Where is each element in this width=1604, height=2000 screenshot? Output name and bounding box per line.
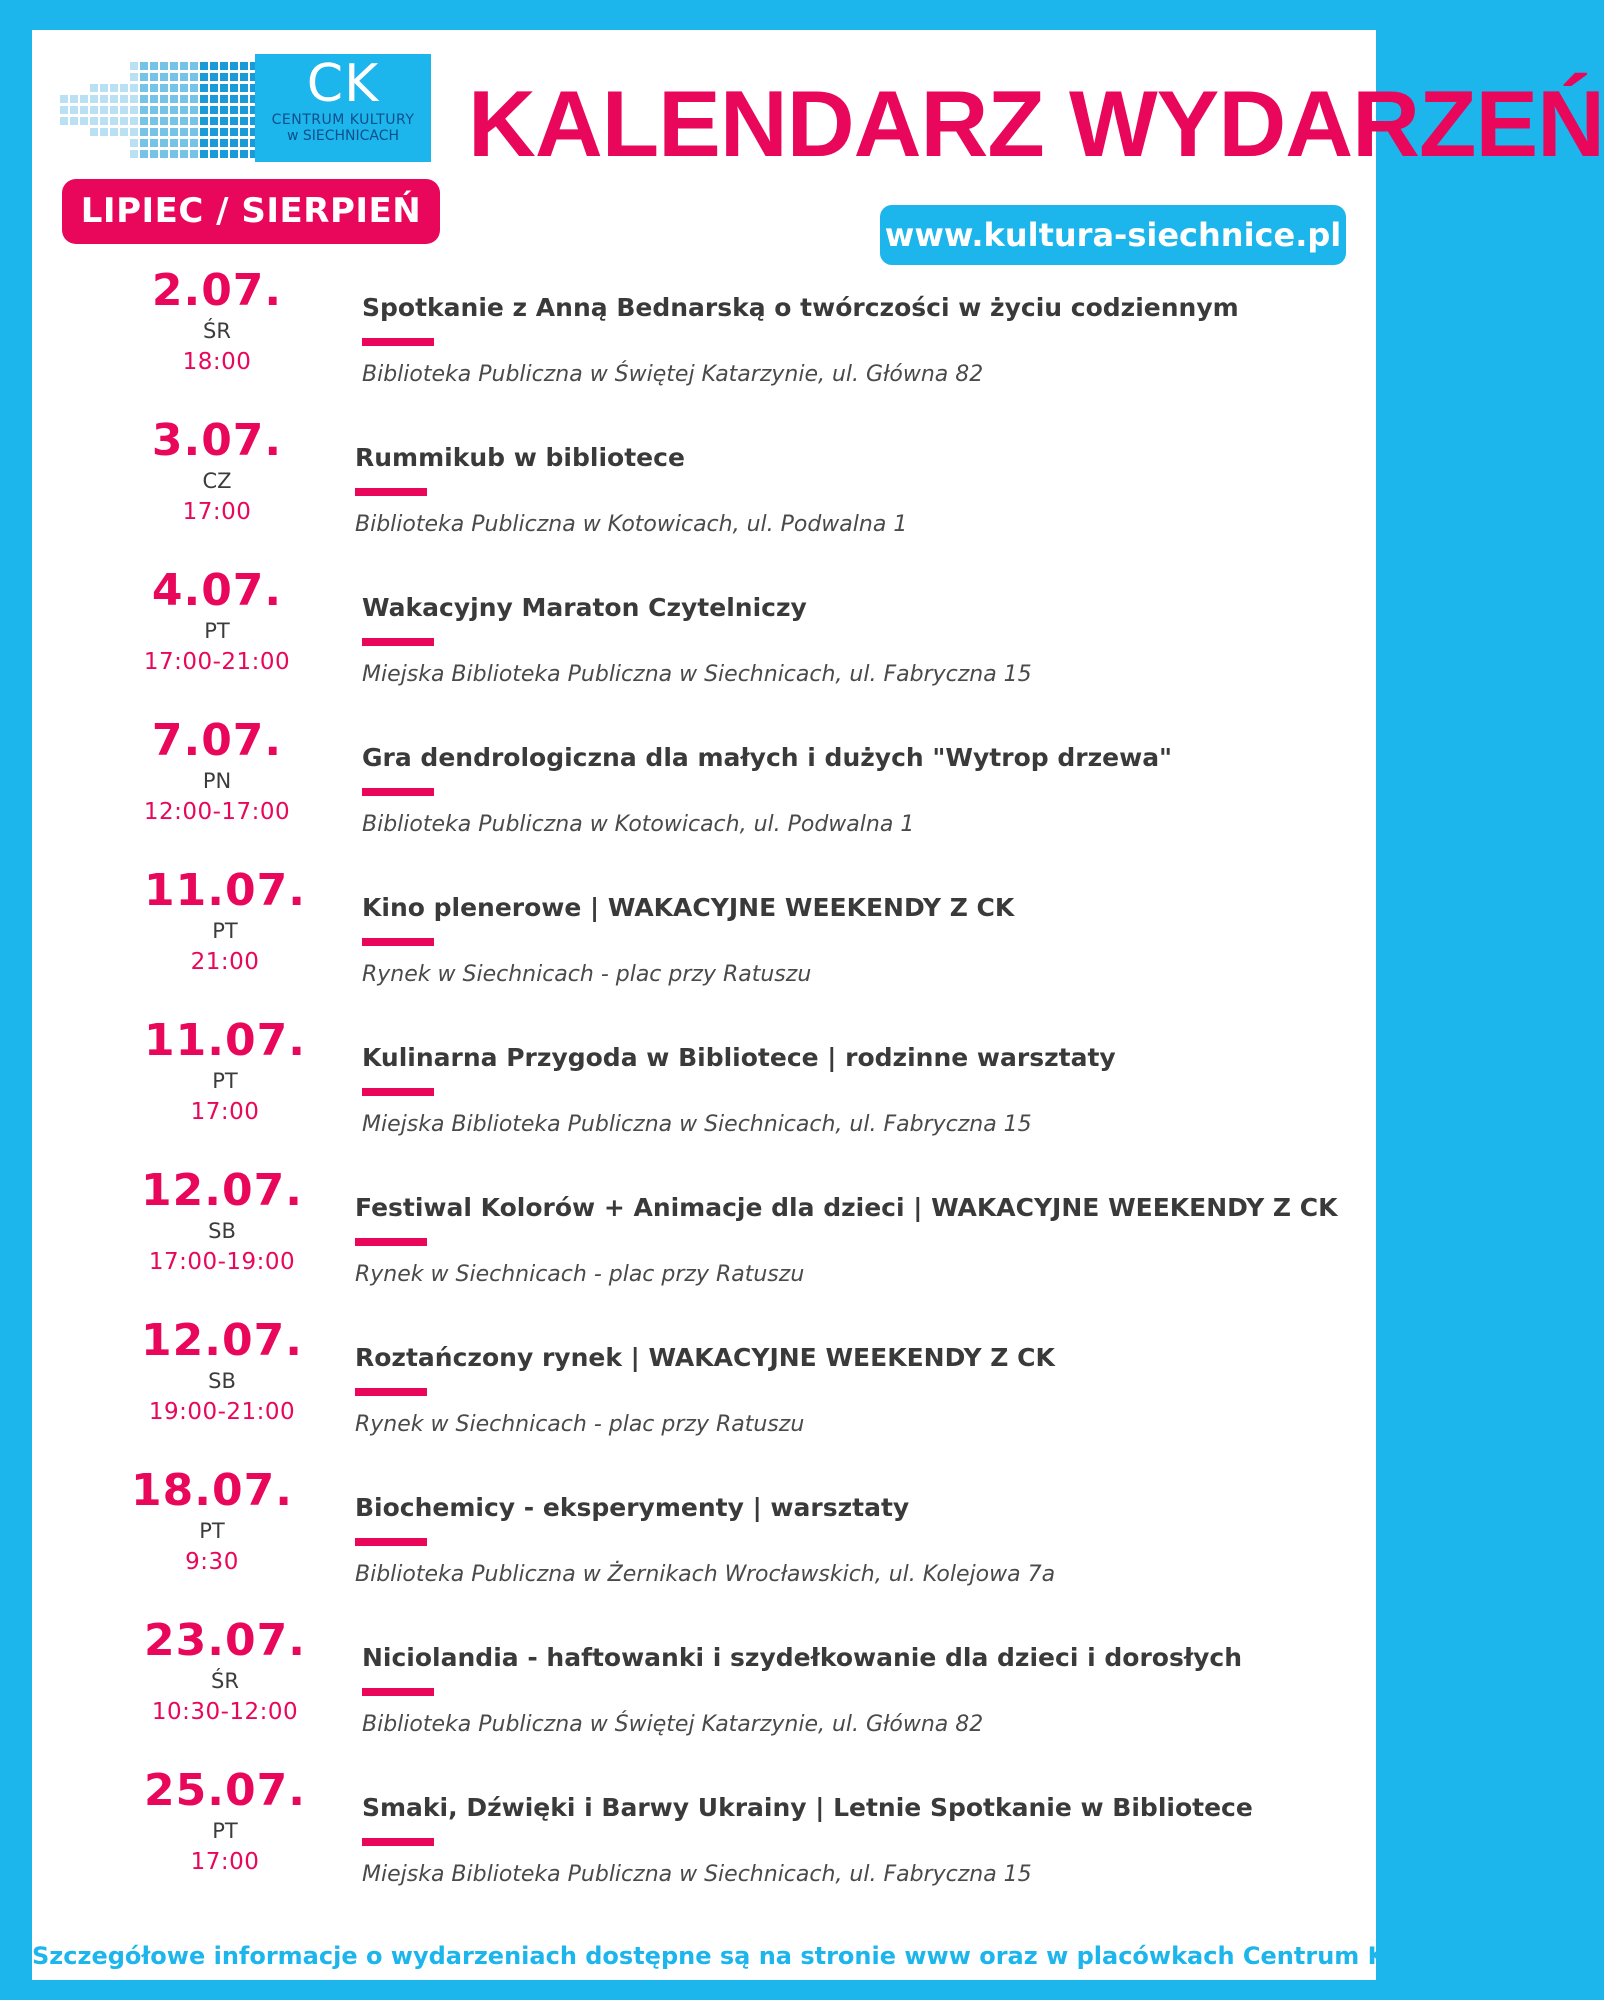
event-time: 17:00-19:00 bbox=[148, 1249, 296, 1275]
event-date: 7.07. bbox=[151, 715, 283, 766]
event-info bbox=[355, 1192, 1345, 1290]
logo-line1: CENTRUM KULTURY bbox=[271, 112, 415, 128]
website-link[interactable]: www.kultura-siechnice.pl bbox=[880, 205, 1346, 265]
footer-note: Szczegółowe informacje o wydarzeniach dostępne są na stronie www oraz w placówkach Centrum Kultury bbox=[32, 1942, 1468, 1970]
event-place: Biblioteka Publiczna w Kotowicach, ul. Podwalna 1 bbox=[355, 512, 908, 537]
event-time: 17:00 bbox=[182, 499, 252, 525]
event-date-block bbox=[100, 866, 350, 978]
event-info bbox=[362, 292, 1352, 390]
event-weekday: PT bbox=[212, 1819, 238, 1843]
month-badge: LIPIEC / SIERPIEŃ bbox=[62, 179, 440, 244]
event-weekday: SB bbox=[208, 1219, 236, 1243]
event-date: 25.07. bbox=[144, 1765, 306, 1816]
event-date-block bbox=[92, 416, 342, 528]
event-info bbox=[362, 1792, 1352, 1890]
event-title: Festiwal Kolorów + Animacje dla dzieci | WAKACYJNE WEEKENDY Z CK bbox=[355, 1193, 1338, 1222]
event-date-block bbox=[100, 1016, 350, 1128]
event-info bbox=[362, 892, 1352, 990]
logo-initials: CK bbox=[306, 54, 380, 114]
event-date-block bbox=[97, 1316, 347, 1428]
event-item bbox=[32, 416, 1376, 556]
event-item bbox=[32, 1166, 1376, 1306]
event-place: Rynek w Siechnicach - plac przy Ratuszu bbox=[362, 962, 812, 987]
event-item bbox=[32, 1316, 1376, 1456]
event-date: 23.07. bbox=[144, 1615, 306, 1666]
event-title: Spotkanie z Anną Bednarską o twórczości w życiu codziennym bbox=[362, 293, 1239, 322]
poster bbox=[32, 30, 1604, 1980]
event-place: Miejska Biblioteka Publiczna w Siechnicach, ul. Fabryczna 15 bbox=[362, 1112, 1032, 1137]
event-title: Gra dendrologiczna dla małych i dużych "Wytrop drzewa" bbox=[362, 743, 1173, 772]
event-divider bbox=[362, 338, 434, 346]
page-title: KALENDARZ WYDARZEŃ bbox=[468, 71, 1604, 176]
event-divider bbox=[362, 1838, 434, 1846]
event-weekday: CZ bbox=[202, 469, 232, 493]
event-date: 12.07. bbox=[141, 1315, 303, 1366]
event-item bbox=[32, 716, 1376, 856]
event-date: 4.07. bbox=[151, 565, 283, 616]
event-place: Biblioteka Publiczna w Świętej Katarzynie, ul. Główna 82 bbox=[362, 1712, 984, 1737]
event-weekday: PT bbox=[199, 1519, 225, 1543]
event-title: Wakacyjny Maraton Czytelniczy bbox=[362, 593, 807, 622]
event-info bbox=[362, 1642, 1352, 1740]
event-item bbox=[32, 266, 1376, 406]
event-weekday: PN bbox=[202, 769, 232, 793]
event-time: 9:30 bbox=[185, 1549, 239, 1575]
event-item bbox=[32, 1766, 1376, 1906]
event-time: 10:30-12:00 bbox=[151, 1699, 299, 1725]
event-divider bbox=[362, 1688, 434, 1696]
event-divider bbox=[362, 1088, 434, 1096]
event-info bbox=[362, 742, 1352, 840]
event-weekday: SB bbox=[208, 1369, 236, 1393]
event-divider bbox=[355, 1388, 427, 1396]
event-date: 11.07. bbox=[144, 1015, 306, 1066]
event-place: Miejska Biblioteka Publiczna w Siechnicach, ul. Fabryczna 15 bbox=[362, 662, 1032, 687]
event-item bbox=[32, 1016, 1376, 1156]
event-date-block bbox=[97, 1166, 347, 1278]
event-date: 18.07. bbox=[131, 1465, 293, 1516]
event-title: Niciolandia - haftowanki i szydełkowanie dla dzieci i dorosłych bbox=[362, 1643, 1243, 1672]
event-weekday: PT bbox=[212, 1069, 238, 1093]
event-date: 2.07. bbox=[151, 265, 283, 316]
event-date-block bbox=[87, 1466, 337, 1578]
event-title: Kulinarna Przygoda w Bibliotece | rodzinne warsztaty bbox=[362, 1043, 1116, 1072]
event-date: 12.07. bbox=[141, 1165, 303, 1216]
event-item bbox=[32, 1616, 1376, 1756]
event-title: Biochemicy - eksperymenty | warsztaty bbox=[355, 1493, 910, 1522]
event-time: 19:00-21:00 bbox=[148, 1399, 296, 1425]
logo-line2: w SIECHNICACH bbox=[286, 128, 400, 144]
event-item bbox=[32, 566, 1376, 706]
event-place: Miejska Biblioteka Publiczna w Siechnicach, ul. Fabryczna 15 bbox=[362, 1862, 1032, 1887]
event-item bbox=[32, 1466, 1376, 1606]
logo-pixel-grid-icon bbox=[60, 54, 260, 164]
event-time: 17:00 bbox=[190, 1099, 260, 1125]
event-weekday: ŚR bbox=[211, 1669, 239, 1693]
event-info bbox=[355, 1342, 1345, 1440]
event-date-block bbox=[100, 1766, 350, 1878]
event-date-block bbox=[100, 1616, 350, 1728]
logo bbox=[60, 54, 460, 164]
event-weekday: PT bbox=[212, 919, 238, 943]
event-info bbox=[362, 1042, 1352, 1140]
event-divider bbox=[355, 488, 427, 496]
event-time: 17:00-21:00 bbox=[143, 649, 291, 675]
event-divider bbox=[355, 1238, 427, 1246]
event-info bbox=[355, 1492, 1345, 1590]
event-divider bbox=[362, 788, 434, 796]
event-title: Rummikub w bibliotece bbox=[355, 443, 685, 472]
event-item bbox=[32, 866, 1376, 1006]
event-title: Smaki, Dźwięki i Barwy Ukrainy | Letnie Spotkanie w Bibliotece bbox=[362, 1793, 1253, 1822]
event-time: 17:00 bbox=[190, 1849, 260, 1875]
event-place: Rynek w Siechnicach - plac przy Ratuszu bbox=[355, 1262, 805, 1287]
event-divider bbox=[355, 1538, 427, 1546]
event-place: Biblioteka Publiczna w Kotowicach, ul. Podwalna 1 bbox=[362, 812, 915, 837]
event-info bbox=[362, 592, 1352, 690]
logo-box bbox=[255, 54, 431, 162]
event-place: Rynek w Siechnicach - plac przy Ratuszu bbox=[355, 1412, 805, 1437]
event-divider bbox=[362, 938, 434, 946]
event-title: Roztańczony rynek | WAKACYJNE WEEKENDY Z CK bbox=[355, 1343, 1055, 1372]
event-time: 18:00 bbox=[182, 349, 252, 375]
event-date-block bbox=[92, 566, 342, 678]
event-place: Biblioteka Publiczna w Żernikach Wrocławskich, ul. Kolejowa 7a bbox=[355, 1562, 1056, 1587]
event-weekday: ŚR bbox=[203, 319, 231, 343]
event-date-block bbox=[92, 716, 342, 828]
event-date-block bbox=[92, 266, 342, 378]
event-date: 11.07. bbox=[144, 865, 306, 916]
event-time: 12:00-17:00 bbox=[143, 799, 291, 825]
event-info bbox=[355, 442, 1345, 540]
event-title: Kino plenerowe | WAKACYJNE WEEKENDY Z CK bbox=[362, 893, 1015, 922]
event-place: Biblioteka Publiczna w Świętej Katarzynie, ul. Główna 82 bbox=[362, 362, 984, 387]
event-weekday: PT bbox=[204, 619, 230, 643]
event-time: 21:00 bbox=[190, 949, 260, 975]
event-date: 3.07. bbox=[151, 415, 283, 466]
event-divider bbox=[362, 638, 434, 646]
